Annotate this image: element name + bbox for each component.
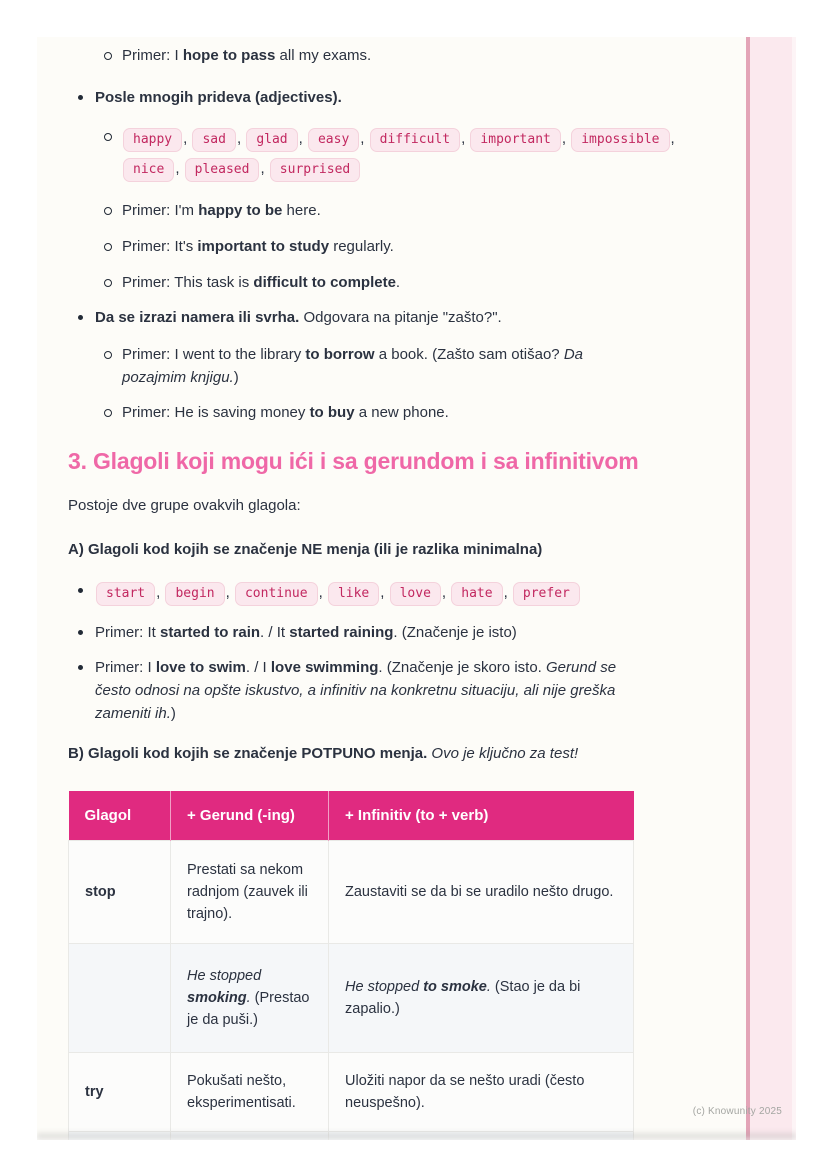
circle-bullet-icon	[104, 279, 112, 287]
cell-infinitive-example: He stopped to smoke. (Stao je da bi zapalio.)	[329, 944, 634, 1053]
list-item	[68, 235, 716, 258]
cell-infinitive-meaning: Zaustaviti se da bi se uradilo nešto drugo.	[329, 841, 634, 944]
bullet-icon	[78, 630, 83, 635]
bullet-icon	[78, 315, 83, 320]
code-chip: impossible	[571, 128, 669, 152]
circle-bullet-icon	[104, 409, 112, 417]
column-header-infinitiv: + Infinitiv (to + verb)	[329, 791, 634, 841]
bullet-icon	[78, 588, 83, 593]
table-row	[69, 841, 634, 944]
section-heading: 3. Glagoli koji mogu ići i sa gerundom i sa infinitivom	[68, 448, 639, 474]
document-content	[37, 37, 716, 1140]
list-item	[68, 199, 716, 222]
column-header-gerund: + Gerund (-ing)	[171, 791, 329, 841]
list-item	[68, 401, 716, 424]
circle-bullet-icon	[104, 351, 112, 359]
circle-bullet-icon	[104, 52, 112, 60]
bullet-icon	[78, 665, 83, 670]
code-chip: love	[390, 582, 441, 606]
cell-gerund-example: He stopped smoking. (Prestao je da puši.)	[171, 944, 329, 1053]
gerund-infinitive-table	[68, 791, 634, 1140]
list-item	[68, 86, 716, 109]
cell-infinitive-meaning: Uložiti napor da se nešto uradi (često neuspešno).	[329, 1053, 634, 1132]
code-chip: difficult	[370, 128, 460, 152]
adjective-chips: happy , sad , glad , easy , difficult , important , impossible , nice , pleased , surprised	[122, 130, 675, 177]
list-item	[68, 271, 716, 294]
list-item	[68, 306, 716, 329]
rule-title: Posle mnogih prideva (adjectives).	[95, 89, 342, 106]
bullet-icon	[78, 95, 83, 100]
code-chip: continue	[235, 582, 318, 606]
verb-chips: start , begin , continue , like , love , hate , prefer	[95, 584, 581, 601]
code-chip: surprised	[270, 158, 360, 182]
cell-verb: try	[69, 1053, 171, 1132]
code-chip: like	[328, 582, 379, 606]
rule-title: Da se izrazi namera ili svrha. Odgovara na pitanje "zašto?".	[95, 309, 502, 326]
cell-verb: stop	[69, 841, 171, 944]
cell-verb	[69, 944, 171, 1053]
group-a-heading: A) Glagoli kod kojih se značenje NE menja (ili je razlika minimalna)	[68, 541, 543, 558]
group-b-heading: B) Glagoli kod kojih se značenje POTPUNO menja. Ovo je ključno za test!	[68, 745, 579, 762]
example-text: Primer: This task is difficult to complete.	[122, 274, 401, 291]
example-text: Primer: He is saving money to buy a new phone.	[122, 404, 449, 421]
circle-bullet-icon	[104, 207, 112, 215]
circle-bullet-icon	[104, 133, 112, 141]
list-item-chips	[68, 125, 682, 185]
column-header-glagol: Glagol	[69, 791, 171, 841]
circle-bullet-icon	[104, 243, 112, 251]
code-chip: glad	[246, 128, 297, 152]
code-chip: hate	[451, 582, 502, 606]
table-row	[69, 944, 634, 1053]
list-item	[68, 343, 642, 389]
document-page	[37, 37, 796, 1140]
code-chip: nice	[123, 158, 174, 182]
table-row	[69, 1053, 634, 1132]
code-chip: begin	[165, 582, 224, 606]
page-bottom-edge	[37, 1130, 796, 1140]
list-item	[68, 656, 655, 725]
page-edge-stripe	[746, 37, 796, 1140]
example-text: Primer: I hope to pass all my exams.	[122, 47, 372, 64]
list-item-chips	[68, 579, 716, 609]
list-item	[68, 44, 716, 67]
code-chip: start	[96, 582, 155, 606]
list-item	[68, 621, 716, 644]
example-text: Primer: I love to swim. / I love swimming. (Značenje je skoro isto. Gerund se često odnosi na opšte iskustvo, a infinitiv na konkretnu situaciju, ali nije greška zameniti ih.)	[95, 659, 617, 722]
example-text: Primer: I'm happy to be here.	[122, 202, 321, 219]
code-chip: happy	[123, 128, 182, 152]
table-header-row	[69, 791, 634, 841]
code-chip: easy	[308, 128, 359, 152]
example-text: Primer: It's important to study regularly.	[122, 238, 394, 255]
example-text: Primer: I went to the library to borrow a book. (Zašto sam otišao? Da pozajmim knjigu.)	[122, 346, 584, 386]
cell-gerund-meaning: Prestati sa nekom radnjom (zauvek ili trajno).	[171, 841, 329, 944]
cell-gerund-meaning: Pokušati nešto, eksperimentisati.	[171, 1053, 329, 1132]
copyright-watermark: (c) Knowunity 2025	[692, 1106, 782, 1117]
code-chip: sad	[192, 128, 235, 152]
code-chip: pleased	[185, 158, 260, 182]
code-chip: important	[470, 128, 560, 152]
section-intro: Postoje dve grupe ovakvih glagola:	[68, 497, 301, 514]
example-text: Primer: It started to rain. / It started raining. (Značenje je isto)	[95, 624, 517, 641]
code-chip: prefer	[513, 582, 580, 606]
